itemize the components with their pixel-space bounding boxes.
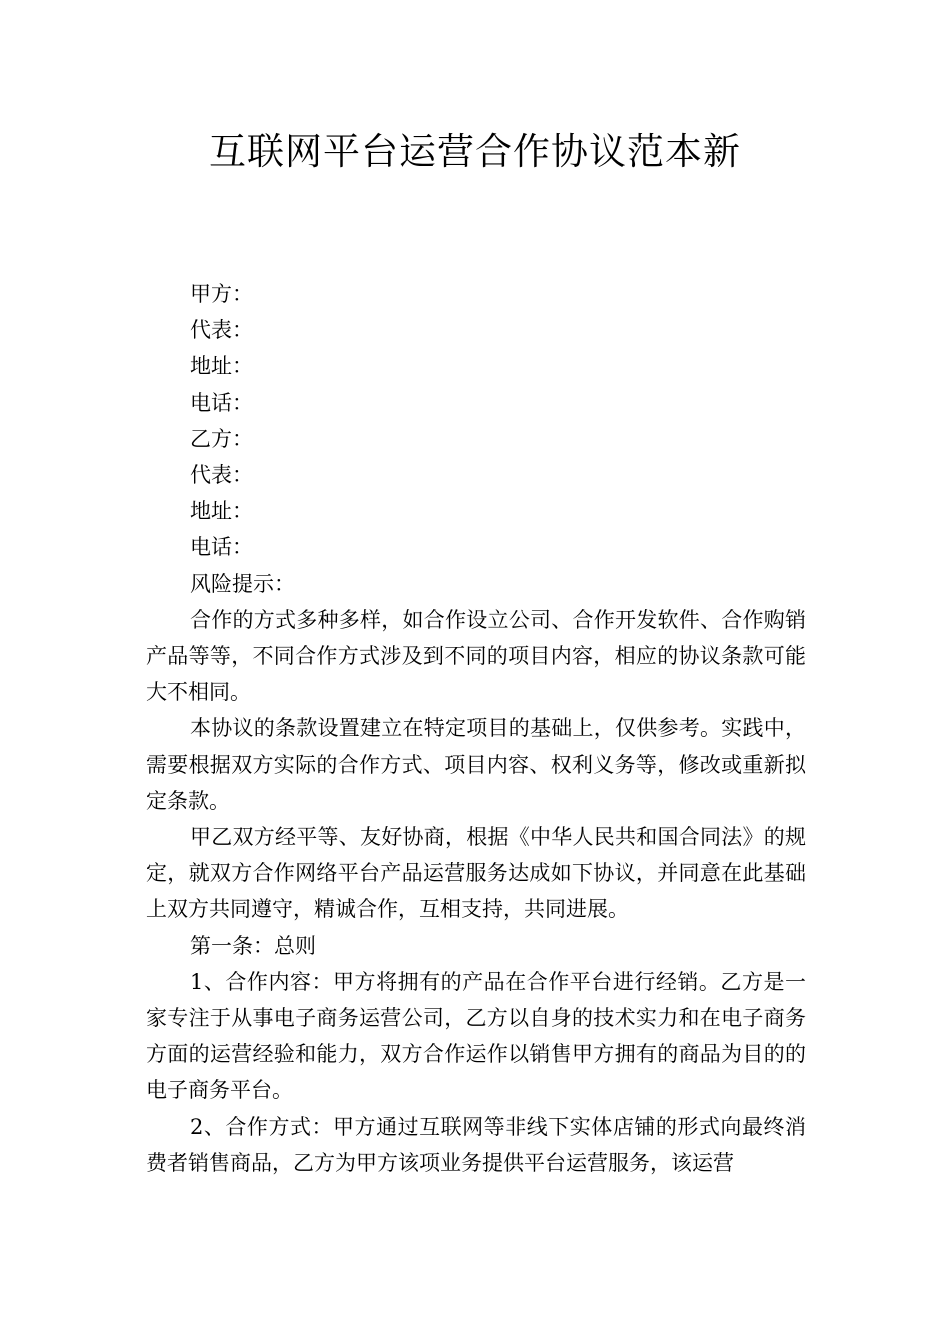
party-b-phone-field: 电话：: [190, 535, 253, 560]
clause-cooperation-method: 2、合作方式：甲方通过互联网等非线下实体店铺的形式向最终消费者销售商品，乙方为甲方该项业务提供平台运营服务，该运营: [146, 1114, 806, 1175]
risk-paragraph-reference-only: 本协议的条款设置建立在特定项目的基础上，仅供参考。实践中，需要根据双方实际的合作方式、项目内容、权利义务等，修改或重新拟定条款。: [146, 716, 806, 813]
risk-notice-heading: 风险提示：: [190, 571, 295, 596]
preamble-paragraph: 甲乙双方经平等、友好协商，根据《中华人民共和国合同法》的规定，就双方合作网络平台产品运营服务达成如下协议，并同意在此基础上双方共同遵守，精诚合作，互相支持，共同进展。: [146, 825, 806, 922]
risk-paragraph-cooperation-methods: 合作的方式多种多样，如合作设立公司、合作开发软件、合作购销产品等等，不同合作方式涉及到不同的项目内容，相应的协议条款可能大不相同。: [146, 607, 806, 705]
party-a-field: 甲方：: [190, 282, 253, 306]
party-a-address-field: 地址：: [190, 354, 253, 379]
clause-cooperation-content: 1、合作内容：甲方将拥有的产品在合作平台进行经销。乙方是一家专注于从事电子商务运营公司，乙方以自身的技术实力和在电子商务方面的运营经验和能力，双方合作运作以销售甲方拥有的商品为目的的电子商务平台。: [146, 969, 806, 1103]
party-b-address-field: 地址：: [190, 499, 253, 524]
party-b-field: 乙方：: [190, 426, 253, 451]
party-a-phone-field: 电话：: [190, 390, 253, 415]
article-one-heading: 第一条：总则: [190, 933, 316, 958]
party-b-representative-field: 代表：: [190, 463, 253, 488]
document-body: [146, 276, 806, 1181]
document-title: 互联网平台运营合作协议范本新: [209, 130, 741, 173]
party-a-representative-field: 代表：: [190, 318, 253, 343]
